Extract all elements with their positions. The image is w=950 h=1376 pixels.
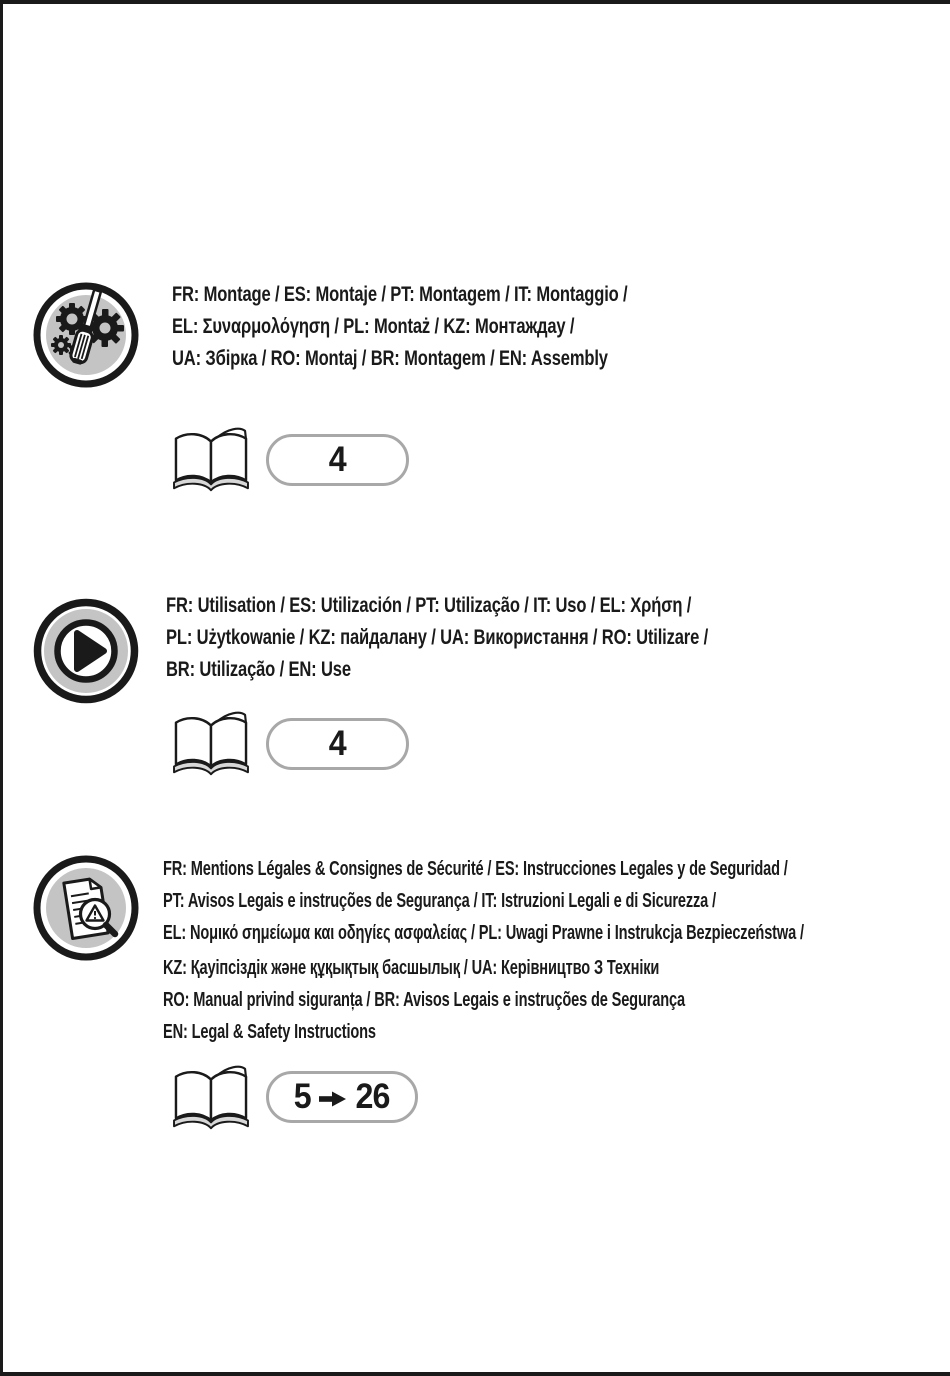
use-page-reference (167, 710, 409, 782)
language-line: BR: Utilização / EN: Use (166, 657, 351, 681)
language-line: EL: Συναρμολόγηση / PL: Montaż / KZ: Монтаждау / (172, 314, 575, 338)
page-number: 4 (329, 440, 346, 479)
language-line: RO: Manual privind siguranța / BR: Avisos Legais e instruções de Segurança (163, 989, 685, 1011)
language-line: EN: Legal & Safety Instructions (163, 1021, 376, 1043)
language-line: PL: Użytkowanie / KZ: пайдалану / UA: Використання / RO: Utilizare / (166, 625, 709, 649)
legal-document-magnifier-icon (32, 854, 140, 962)
page-number: 4 (329, 724, 346, 763)
language-line: UA: Збірка / RO: Montaj / BR: Montagem / EN: Assembly (172, 346, 608, 370)
page-range-end: 26 (355, 1077, 390, 1116)
language-line: FR: Montage / ES: Montaje / PT: Montagem / IT: Montaggio / (172, 282, 628, 306)
legal-safety-page-reference (167, 1064, 418, 1136)
language-line: FR: Utilisation / ES: Utilización / PT: Utilização / IT: Uso / EL: Χρήση / (166, 593, 692, 617)
language-line: FR: Mentions Légales & Consignes de Sécurité / ES: Instrucciones Legales y de Seguridad / (163, 858, 788, 880)
open-book-icon (167, 710, 255, 782)
use-languages-text (166, 589, 870, 685)
language-line: EL: Νομικό σημείωμα και οδηγίες ασφαλείας / PL: Uwagi Prawne i Instrukcja Bezpieczeństwa / (163, 922, 804, 944)
arrow-right-icon (319, 1087, 347, 1108)
page-number-pill (266, 434, 409, 486)
play-icon (32, 597, 140, 705)
assembly-languages-text (172, 278, 764, 374)
open-book-icon (167, 1064, 255, 1136)
open-book-icon (167, 426, 255, 498)
assembly-page-reference (167, 426, 409, 498)
page-range-pill (266, 1071, 418, 1123)
language-line: KZ: Қауіпсіздік және құқықтық басшылық / UA: Керівництво З Техніки (163, 957, 660, 979)
page-range-start: 5 (294, 1077, 312, 1116)
page-number-pill (266, 718, 409, 770)
legal-safety-languages-text (163, 853, 950, 1048)
tools-gears-screwdriver-icon (32, 281, 140, 389)
language-line: PT: Avisos Legais e instruções de Segurança / IT: Istruzioni Legali e di Sicurezza / (163, 890, 716, 912)
